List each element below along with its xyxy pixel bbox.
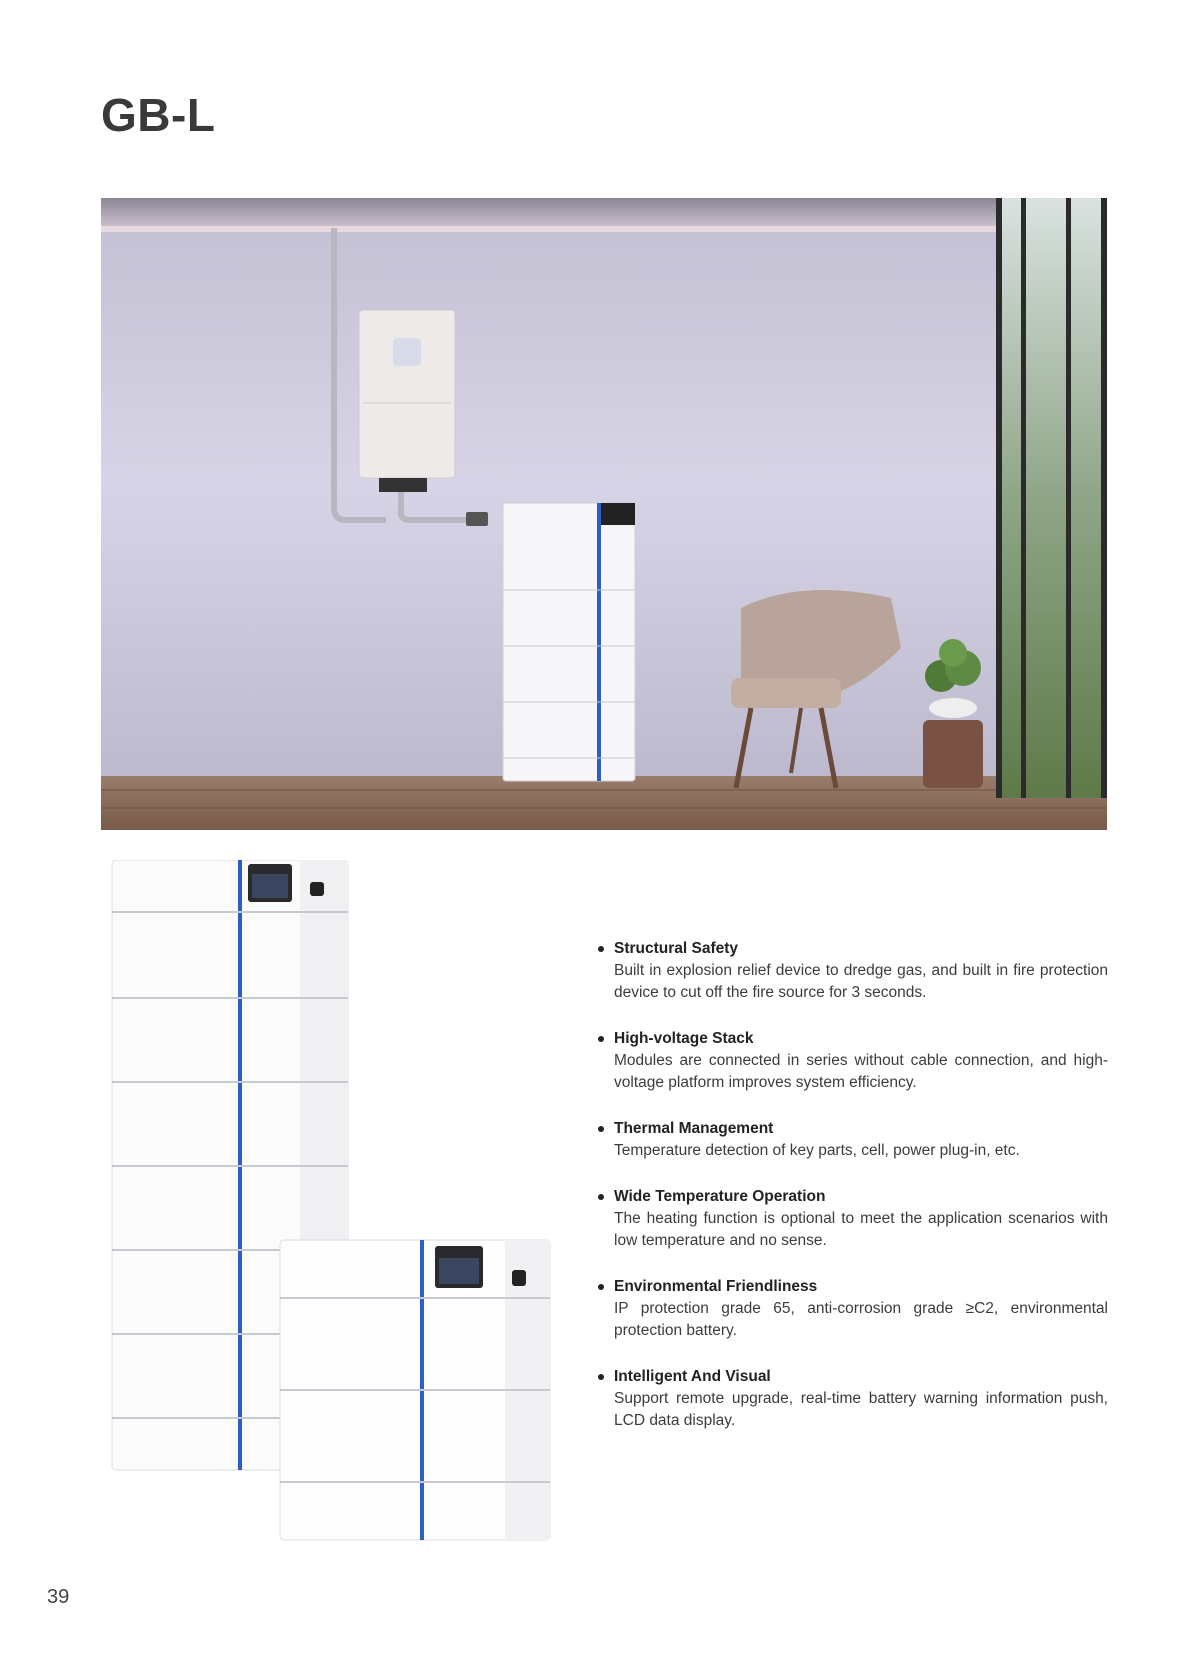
page-number: 39	[47, 1586, 70, 1608]
feature-description: The heating function is optional to meet the application scenarios with low temperature and no sense.	[614, 1210, 1108, 1249]
feature-description: Built in explosion relief device to dredge gas, and built in fire protection device to cut off the fire source for 3 seconds.	[614, 962, 1108, 1001]
feature-description: Modules are connected in series without cable connection, and high-voltage platform improves system efficiency.	[614, 1052, 1108, 1091]
feature-title: High-voltage Stack	[614, 1030, 754, 1047]
page-title: GB-L	[101, 89, 216, 141]
feature-item	[598, 1186, 1108, 1252]
feature-item	[598, 938, 1108, 1004]
feature-list	[598, 938, 1108, 1456]
feature-item	[598, 1366, 1108, 1432]
feature-title: Environmental Friendliness	[614, 1278, 818, 1295]
feature-description: Support remote upgrade, real-time battery warning information push, LCD data display.	[614, 1390, 1108, 1429]
installation-scene-image	[101, 198, 1107, 830]
feature-title: Intelligent And Visual	[614, 1368, 771, 1385]
feature-title: Structural Safety	[614, 940, 739, 957]
feature-item	[598, 1276, 1108, 1342]
feature-title: Thermal Management	[614, 1120, 774, 1137]
feature-description: Temperature detection of key parts, cell, power plug-in, etc.	[614, 1142, 1020, 1159]
battery-product-image	[100, 860, 560, 1550]
feature-item	[598, 1118, 1108, 1162]
feature-description: IP protection grade 65, anti-corrosion grade ≥C2, environmental protection battery.	[614, 1300, 1108, 1339]
feature-title: Wide Temperature Operation	[614, 1188, 826, 1205]
feature-item	[598, 1028, 1108, 1094]
